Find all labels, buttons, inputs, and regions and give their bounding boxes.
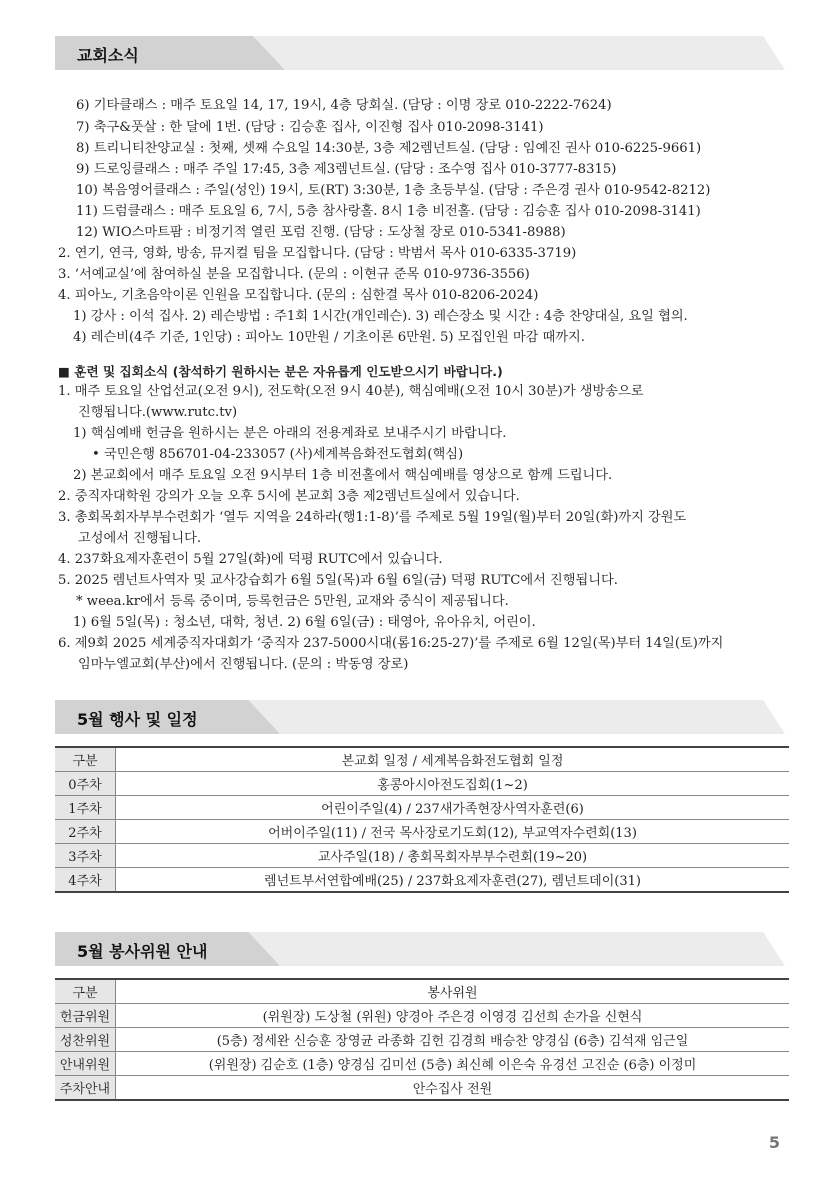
table-cell: 어린이주일(4) / 237새가족현장사역자훈련(6) — [116, 796, 790, 820]
table-header-row — [55, 747, 789, 772]
section-header-may-service — [55, 932, 785, 966]
list-item: 12) WIO스마트팜 : 비정기적 열린 포럼 진행. (담당 : 도상철 장로 010-5341-8988) — [76, 225, 566, 240]
list-item: 고성에서 진행됩니다. — [78, 531, 202, 546]
may-events-table — [55, 746, 789, 893]
list-item: 11) 드럼클래스 : 매주 토요일 6, 7시, 5층 참사랑홀. 8시 1층 비전홀. (담당 : 김승훈 집사 010-2098-3141) — [76, 204, 701, 219]
section-header-church-news — [55, 36, 785, 70]
list-item: 1) 강사 : 이석 집사. 2) 레슨방법 : 주1회 1시간(개인레슨). 3) 레슨장소 및 시간 : 4층 찬양대실, 요일 협의. — [73, 309, 688, 324]
table-cell: 0주차 — [55, 772, 116, 796]
table-row — [55, 868, 789, 893]
table-row — [55, 1028, 789, 1052]
list-item: 6) 기타클래스 : 매주 토요일 14, 17, 19시, 4층 당회실. (담당 : 이명 장로 010-2222-7624) — [76, 98, 612, 113]
table-cell: 어버이주일(11) / 전국 목사장로기도회(12), 부교역자수련회(13) — [116, 820, 790, 844]
list-item: 1. 매주 토요일 산업선교(오전 9시), 전도학(오전 9시 40분), 핵심예배(오전 10시 30분)가 생방송으로 — [58, 384, 644, 399]
table-cell: 1주차 — [55, 796, 116, 820]
table-header-cell: 본교회 일정 / 세계복음화전도협회 일정 — [116, 747, 790, 772]
table-header-cell: 봉사위원 — [116, 979, 790, 1004]
table-cell: 교사주일(18) / 총회목회자부부수련회(19~20) — [116, 844, 790, 868]
list-item: 8) 트리니티찬양교실 : 첫째, 셋째 수요일 14:30분, 3층 제2렘넌트실. (담당 : 임예진 권사 010-6225-9661) — [76, 141, 702, 156]
table-header-row — [55, 979, 789, 1004]
list-item: 진행됩니다.(www.rutc.tv) — [78, 405, 238, 420]
list-item: 1) 핵심예배 헌금을 원하시는 분은 아래의 전용계좌로 보내주시기 바랍니다. — [73, 426, 507, 441]
section-header-may-events — [55, 700, 785, 734]
list-item: 4) 레슨비(4주 기준, 1인당) : 피아노 10만원 / 기초이론 6만원. 5) 모집인원 마감 때까지. — [73, 330, 585, 345]
table-row — [55, 844, 789, 868]
table-cell: 2주차 — [55, 820, 116, 844]
training-heading: ■ 훈련 및 집회소식 (참석하기 원하시는 분은 자유롭게 인도받으시기 바랍니다.) — [58, 364, 503, 379]
list-item: 4. 237화요제자훈련이 5월 27일(화)에 덕평 RUTC에서 있습니다. — [58, 552, 443, 567]
table-cell: 렘넌트부서연합예배(25) / 237화요제자훈련(27), 렘넌트데이(31) — [116, 868, 790, 893]
list-item: 2) 본교회에서 매주 토요일 오전 9시부터 1층 비전홀에서 핵심예배를 영상으로 함께 드립니다. — [73, 468, 613, 483]
list-item: 2. 연기, 연극, 영화, 방송, 뮤지컬 팀을 모집합니다. (담당 : 박범서 목사 010-6335-3719) — [58, 246, 577, 261]
table-row — [55, 820, 789, 844]
list-item: 3. 총회목회자부부수련회가 ‘열두 지역을 24하라(행1:1-8)’를 주제로 5월 19일(월)부터 20일(화)까지 강원도 — [58, 510, 687, 525]
table-cell: (위원장) 도상철 (위원) 양경아 주은경 이영경 김선희 손가을 신현식 — [116, 1004, 790, 1028]
table-cell: 헌금위원 — [55, 1004, 116, 1028]
table-row — [55, 1076, 789, 1101]
list-item: 1) 6월 5일(목) : 청소년, 대학, 청년. 2) 6월 6일(금) : 태영아, 유아유치, 어린이. — [73, 615, 536, 630]
list-item: 9) 드로잉클래스 : 매주 주일 17:45, 3층 제3렘넌트실. (담당 : 조수영 집사 010-3777-8315) — [76, 162, 617, 177]
list-item: * weea.kr에서 등록 중이며, 등록헌금은 5만원, 교재와 중식이 제공됩니다. — [76, 594, 509, 609]
list-item: 4. 피아노, 기초음악이론 인원을 모집합니다. (문의 : 심한결 목사 010-8206-2024) — [58, 288, 539, 303]
table-header-cell: 구분 — [55, 747, 116, 772]
table-row — [55, 772, 789, 796]
list-item: 3. ‘서예교실’에 참여하실 분을 모집합니다. (문의 : 이현규 준목 010-9736-3556) — [58, 267, 530, 282]
table-cell: 3주차 — [55, 844, 116, 868]
table-row — [55, 1052, 789, 1076]
list-item: 임마누엘교회(부산)에서 진행됩니다. (문의 : 박동영 장로) — [78, 657, 409, 672]
section-title: 5월 행사 및 일정 — [77, 710, 198, 729]
table-row — [55, 796, 789, 820]
page-number: 5 — [768, 1133, 780, 1152]
table-cell: 안수집사 전원 — [116, 1076, 790, 1101]
table-cell: 홍콩아시아전도집회(1~2) — [116, 772, 790, 796]
list-item: 6. 제9회 2025 세계중직자대회가 ‘중직자 237-5000시대(롬16:25-27)’를 주제로 6월 12일(목)부터 14일(토)까지 — [58, 636, 724, 651]
section-title: 교회소식 — [77, 46, 139, 65]
table-cell: 성찬위원 — [55, 1028, 116, 1052]
table-row — [55, 1004, 789, 1028]
list-item: 7) 축구&풋살 : 한 달에 1번. (담당 : 김승훈 집사, 이진형 집사 010-2098-3141) — [76, 120, 544, 135]
list-item: 2. 중직자대학원 강의가 오늘 오후 5시에 본교회 3층 제2렘넌트실에서 있습니다. — [58, 489, 520, 504]
list-item: • 국민은행 856701-04-233057 (사)세계복음화전도협회(핵심) — [92, 447, 464, 462]
table-cell: 안내위원 — [55, 1052, 116, 1076]
may-service-table — [55, 978, 789, 1101]
list-item: 5. 2025 렘넌트사역자 및 교사강습회가 6월 5일(목)과 6월 6일(금) 덕평 RUTC에서 진행됩니다. — [58, 573, 618, 588]
table-header-cell: 구분 — [55, 979, 116, 1004]
table-cell: 주차안내 — [55, 1076, 116, 1101]
table-cell: (위원장) 김순호 (1층) 양경심 김미선 (5층) 최신혜 이은숙 유경선 고진순 (6층) 이정미 — [116, 1052, 790, 1076]
table-cell: (5층) 정세완 신승훈 장영균 라종화 김헌 김경희 배승찬 양경심 (6층) 김석재 임근일 — [116, 1028, 790, 1052]
section-title: 5월 봉사위원 안내 — [77, 942, 208, 961]
list-item: 10) 복음영어클래스 : 주일(성인) 19시, 토(RT) 3:30분, 1층 초등부실. (담당 : 주은경 권사 010-9542-8212) — [76, 183, 711, 198]
table-cell: 4주차 — [55, 868, 116, 893]
